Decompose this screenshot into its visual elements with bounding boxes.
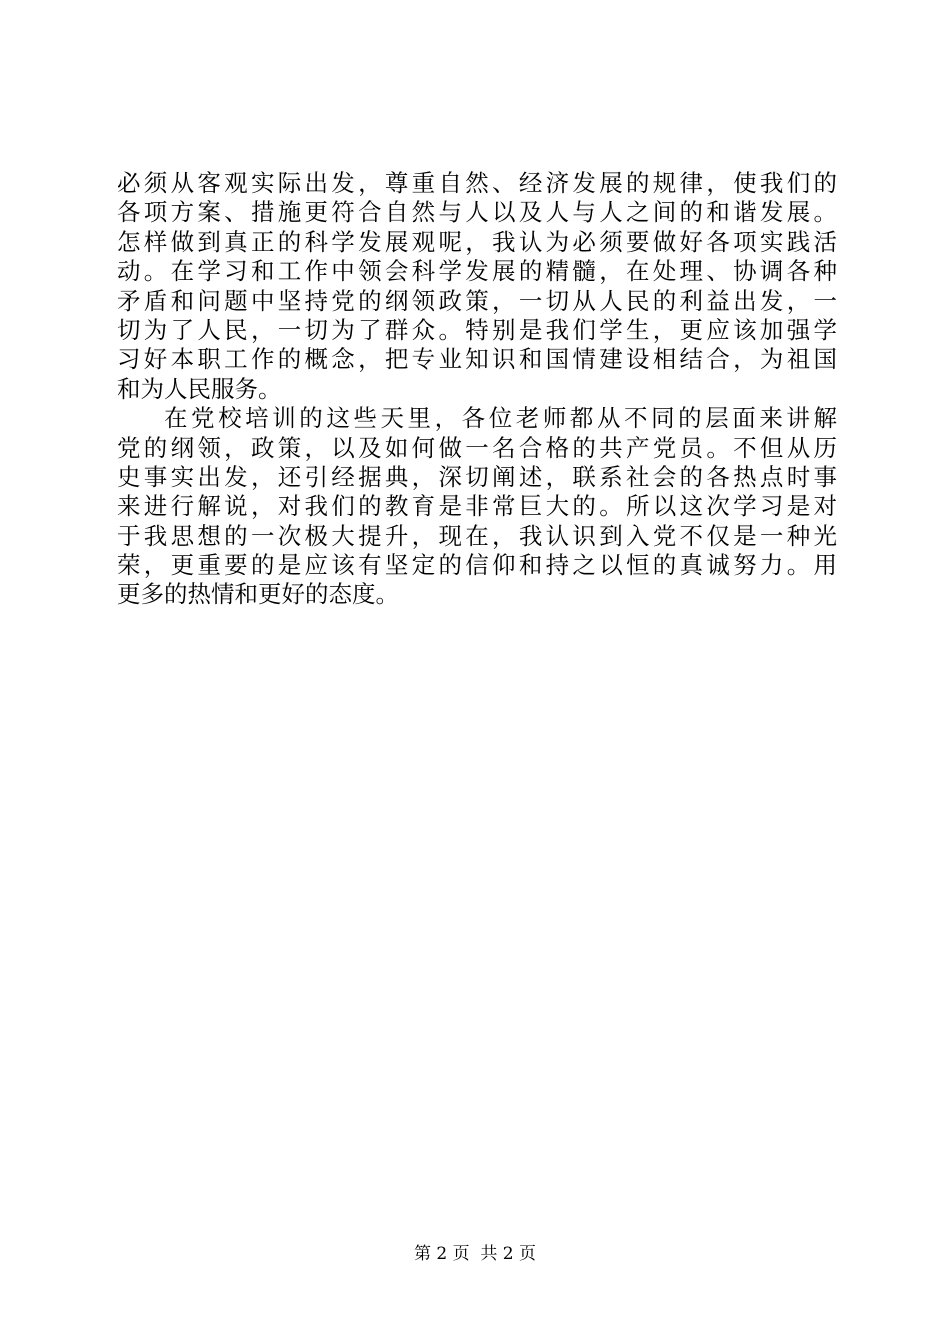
text-line: 更多的热情和更好的态度。 xyxy=(117,580,399,609)
text-line: 来进行解说，对我们的教育是非常巨大的。所以这次学习是对 xyxy=(117,492,837,521)
text-line: 于我思想的一次极大提升，现在，我认识到入党不仅是一种光 xyxy=(117,521,837,550)
text-line: 在党校培训的这些天里，各位老师都从不同的层面来讲解 xyxy=(164,404,837,433)
text-line: 史事实出发，还引经据典，深切阐述，联系社会的各热点时事 xyxy=(117,462,837,491)
text-line: 和为人民服务。 xyxy=(117,374,282,403)
text-line: 必须从客观实际出发，尊重自然、经济发展的规律，使我们的 xyxy=(117,169,837,197)
paragraph-1 xyxy=(117,169,837,404)
text-line: 各项方案、措施更符合自然与人以及人与人之间的和谐发展。 xyxy=(117,198,837,227)
page-number-footer: 第 2 页 共 2 页 xyxy=(413,1244,537,1264)
text-line: 习好本职工作的概念，把专业知识和国情建设相结合，为祖国 xyxy=(117,345,837,374)
text-line: 荣，更重要的是应该有坚定的信仰和持之以恒的真诚努力。用 xyxy=(117,551,837,580)
document-body xyxy=(117,169,837,610)
text-line: 矛盾和问题中坚持党的纲领政策，一切从人民的利益出发，一 xyxy=(117,286,837,315)
text-line: 切为了人民，一切为了群众。特别是我们学生，更应该加强学 xyxy=(117,315,837,344)
text-line: 动。在学习和工作中领会科学发展的精髓，在处理、协调各种 xyxy=(117,257,837,286)
text-line: 怎样做到真正的科学发展观呢，我认为必须要做好各项实践活 xyxy=(117,227,837,256)
text-line: 党的纲领，政策，以及如何做一名合格的共产党员。不但从历 xyxy=(117,433,837,462)
paragraph-2 xyxy=(117,404,837,610)
